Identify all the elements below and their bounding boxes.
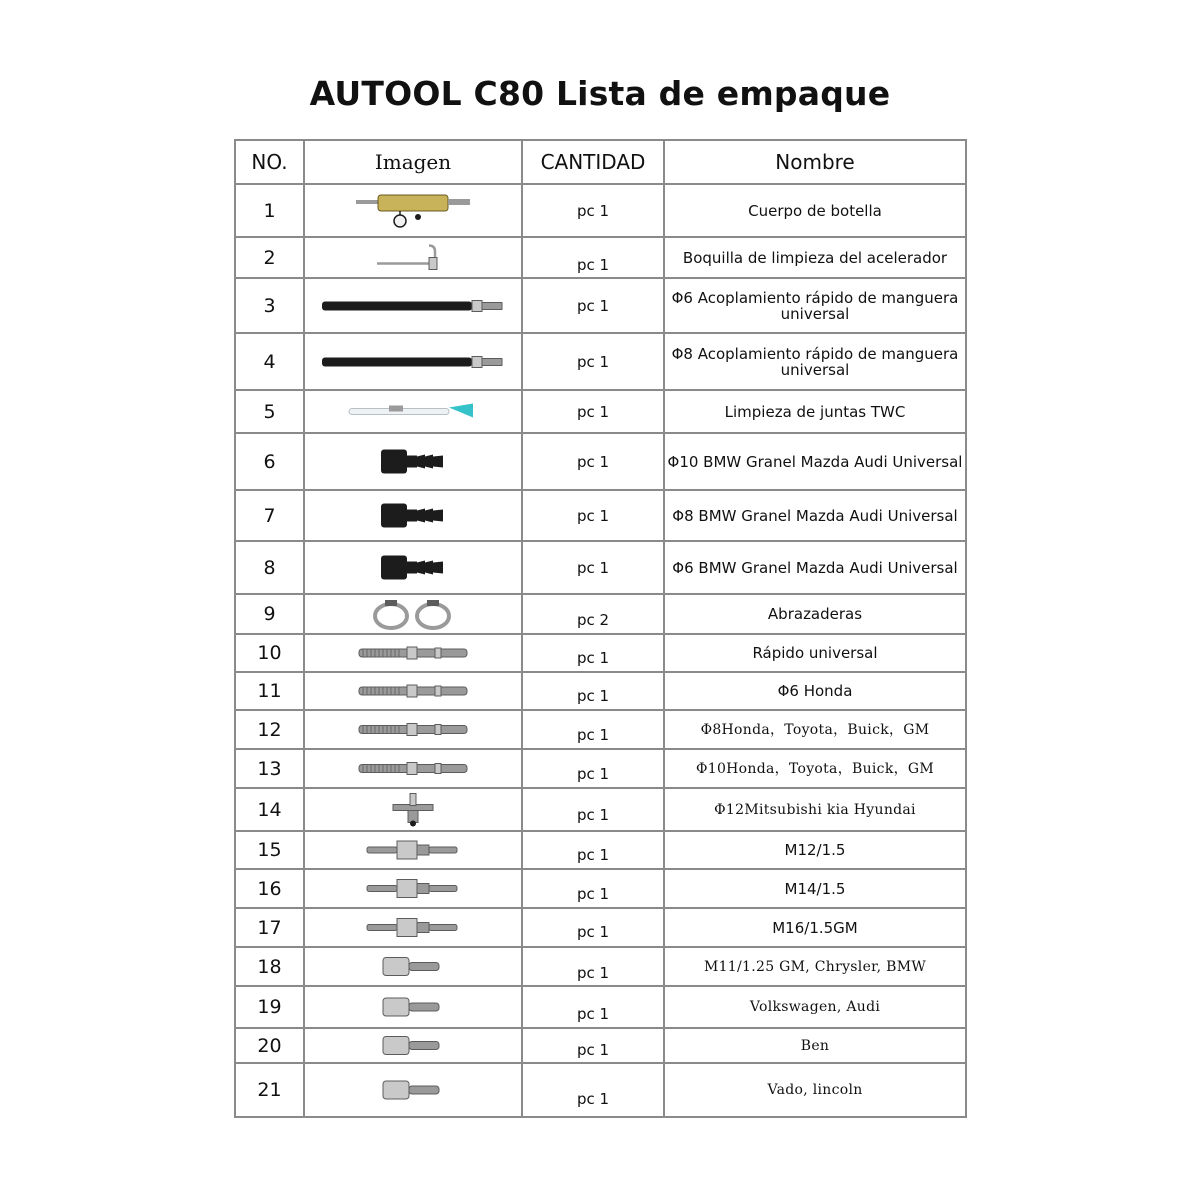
item-number: 3 bbox=[235, 278, 304, 333]
item-name: Φ8 Acoplamiento rápido de manguera universal bbox=[664, 333, 966, 390]
item-quantity: pc 1 bbox=[522, 672, 664, 710]
item-image bbox=[304, 278, 522, 333]
item-image bbox=[304, 869, 522, 908]
table-row bbox=[235, 672, 966, 710]
item-image bbox=[304, 1063, 522, 1117]
item-quantity: pc 1 bbox=[522, 869, 664, 908]
packing-list-table bbox=[234, 139, 967, 1118]
item-name: Φ10 BMW Granel Mazda Audi Universal bbox=[664, 433, 966, 490]
item-name: Φ10Honda，Toyota，Buick，GM bbox=[664, 749, 966, 788]
bottle-body-icon bbox=[305, 187, 521, 234]
item-quantity: pc 1 bbox=[522, 831, 664, 869]
item-name: M16/1.5GM bbox=[664, 908, 966, 947]
short-adapter-icon bbox=[305, 1066, 521, 1114]
black-connector-icon bbox=[305, 493, 521, 538]
twc-tube-icon bbox=[305, 393, 521, 430]
header-image: Imagen bbox=[304, 140, 522, 184]
item-name: Cuerpo de botella bbox=[664, 184, 966, 237]
header-no: NO. bbox=[235, 140, 304, 184]
item-quantity: pc 1 bbox=[522, 947, 664, 986]
item-number: 10 bbox=[235, 634, 304, 672]
black-connector-icon bbox=[305, 544, 521, 591]
table-row bbox=[235, 869, 966, 908]
table-row bbox=[235, 1063, 966, 1117]
item-number: 21 bbox=[235, 1063, 304, 1117]
item-name: M11/1.25 GM, Chrysler, BMW bbox=[664, 947, 966, 986]
table-row bbox=[235, 831, 966, 869]
item-number: 6 bbox=[235, 433, 304, 490]
item-number: 9 bbox=[235, 594, 304, 634]
metal-adapter-icon bbox=[305, 713, 521, 746]
item-quantity: pc 1 bbox=[522, 390, 664, 433]
item-name: Abrazaderas bbox=[664, 594, 966, 634]
item-name: M14/1.5 bbox=[664, 869, 966, 908]
item-name: Volkswagen, Audi bbox=[664, 986, 966, 1028]
item-image bbox=[304, 333, 522, 390]
item-quantity: pc 1 bbox=[522, 433, 664, 490]
item-image bbox=[304, 831, 522, 869]
item-image bbox=[304, 541, 522, 594]
clamps-icon bbox=[305, 597, 521, 631]
item-name: M12/1.5 bbox=[664, 831, 966, 869]
item-image bbox=[304, 908, 522, 947]
item-quantity: pc 1 bbox=[522, 184, 664, 237]
item-image bbox=[304, 433, 522, 490]
table-row bbox=[235, 433, 966, 490]
item-number: 2 bbox=[235, 237, 304, 278]
item-number: 8 bbox=[235, 541, 304, 594]
nut-adapter-icon bbox=[305, 911, 521, 944]
item-quantity: pc 1 bbox=[522, 710, 664, 749]
table-row bbox=[235, 390, 966, 433]
page-title: AUTOOL C80 Lista de empaque bbox=[309, 74, 891, 113]
header-quantity: CANTIDAD bbox=[522, 140, 664, 184]
hose-icon bbox=[305, 336, 521, 387]
item-number: 16 bbox=[235, 869, 304, 908]
item-number: 5 bbox=[235, 390, 304, 433]
header-name: Nombre bbox=[664, 140, 966, 184]
item-image bbox=[304, 184, 522, 237]
item-name: Φ8Honda，Toyota，Buick，GM bbox=[664, 710, 966, 749]
item-image bbox=[304, 594, 522, 634]
item-quantity: pc 1 bbox=[522, 333, 664, 390]
short-adapter-icon bbox=[305, 989, 521, 1025]
item-image bbox=[304, 710, 522, 749]
metal-adapter-icon bbox=[305, 637, 521, 669]
table-row bbox=[235, 184, 966, 237]
item-quantity: pc 1 bbox=[522, 541, 664, 594]
item-quantity: pc 1 bbox=[522, 788, 664, 831]
item-name: Φ6 Honda bbox=[664, 672, 966, 710]
nut-adapter-icon bbox=[305, 834, 521, 866]
item-image bbox=[304, 672, 522, 710]
table-row bbox=[235, 634, 966, 672]
item-number: 14 bbox=[235, 788, 304, 831]
item-quantity: pc 1 bbox=[522, 986, 664, 1028]
item-name: Φ12Mitsubishi kia Hyundai bbox=[664, 788, 966, 831]
table-row bbox=[235, 278, 966, 333]
item-number: 4 bbox=[235, 333, 304, 390]
item-image bbox=[304, 788, 522, 831]
table-row bbox=[235, 1028, 966, 1063]
black-connector-icon bbox=[305, 436, 521, 487]
item-quantity: pc 1 bbox=[522, 490, 664, 541]
t-adapter-icon bbox=[305, 791, 521, 828]
item-number: 18 bbox=[235, 947, 304, 986]
table-header-row bbox=[235, 140, 966, 184]
item-image bbox=[304, 390, 522, 433]
table-row bbox=[235, 947, 966, 986]
hose-icon bbox=[305, 281, 521, 330]
table-row bbox=[235, 710, 966, 749]
item-name: Limpieza de juntas TWC bbox=[664, 390, 966, 433]
table-row bbox=[235, 594, 966, 634]
item-image bbox=[304, 947, 522, 986]
throttle-nozzle-icon bbox=[305, 240, 521, 275]
item-name: Boquilla de limpieza del acelerador bbox=[664, 237, 966, 278]
item-name: Rápido universal bbox=[664, 634, 966, 672]
item-number: 11 bbox=[235, 672, 304, 710]
item-image bbox=[304, 634, 522, 672]
table-row bbox=[235, 333, 966, 390]
item-image bbox=[304, 749, 522, 788]
item-name: Φ8 BMW Granel Mazda Audi Universal bbox=[664, 490, 966, 541]
metal-adapter-icon bbox=[305, 752, 521, 785]
short-adapter-icon bbox=[305, 1031, 521, 1060]
item-quantity: pc 1 bbox=[522, 749, 664, 788]
table-row bbox=[235, 908, 966, 947]
item-quantity: pc 1 bbox=[522, 1063, 664, 1117]
table-row bbox=[235, 541, 966, 594]
table-row bbox=[235, 788, 966, 831]
item-number: 17 bbox=[235, 908, 304, 947]
item-quantity: pc 1 bbox=[522, 908, 664, 947]
short-adapter-icon bbox=[305, 950, 521, 983]
table-row bbox=[235, 490, 966, 541]
item-quantity: pc 1 bbox=[522, 1028, 664, 1063]
item-number: 7 bbox=[235, 490, 304, 541]
item-name: Vado, lincoln bbox=[664, 1063, 966, 1117]
item-image bbox=[304, 237, 522, 278]
table-row bbox=[235, 986, 966, 1028]
metal-adapter-icon bbox=[305, 675, 521, 707]
item-name: Ben bbox=[664, 1028, 966, 1063]
item-name: Φ6 BMW Granel Mazda Audi Universal bbox=[664, 541, 966, 594]
nut-adapter-icon bbox=[305, 872, 521, 905]
table-row bbox=[235, 749, 966, 788]
item-quantity: pc 1 bbox=[522, 237, 664, 278]
item-number: 12 bbox=[235, 710, 304, 749]
item-number: 20 bbox=[235, 1028, 304, 1063]
item-quantity: pc 1 bbox=[522, 634, 664, 672]
table-row bbox=[235, 237, 966, 278]
item-number: 15 bbox=[235, 831, 304, 869]
item-quantity: pc 1 bbox=[522, 278, 664, 333]
item-image bbox=[304, 986, 522, 1028]
item-number: 1 bbox=[235, 184, 304, 237]
item-quantity: pc 2 bbox=[522, 594, 664, 634]
item-image bbox=[304, 1028, 522, 1063]
item-name: Φ6 Acoplamiento rápido de manguera universal bbox=[664, 278, 966, 333]
item-number: 19 bbox=[235, 986, 304, 1028]
item-image bbox=[304, 490, 522, 541]
item-number: 13 bbox=[235, 749, 304, 788]
